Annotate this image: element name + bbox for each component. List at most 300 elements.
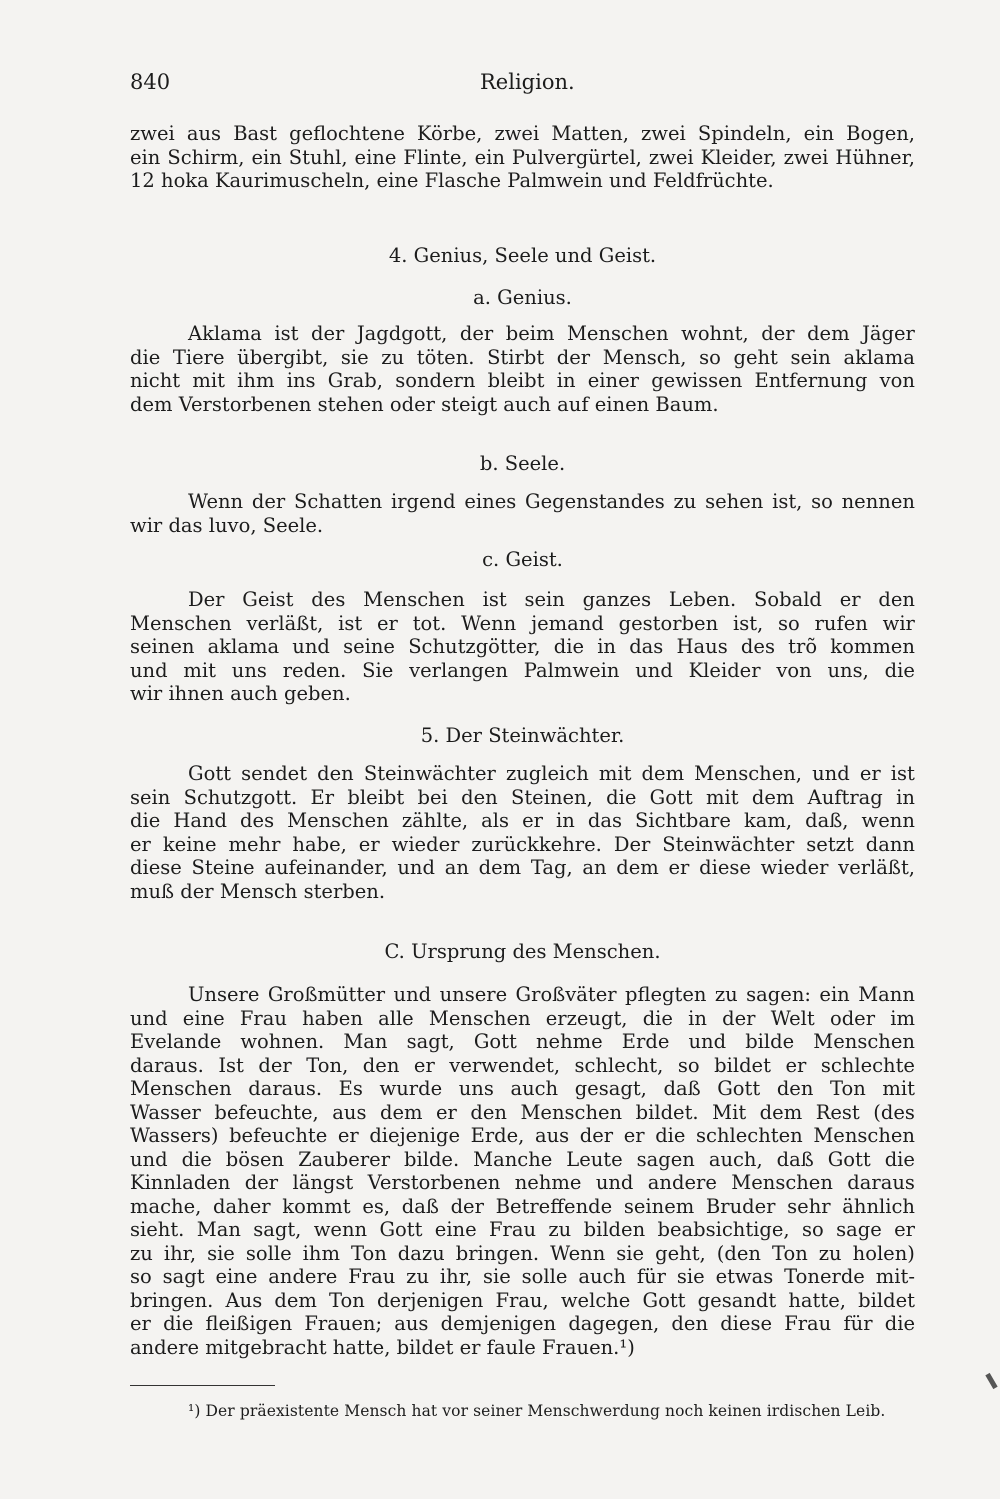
word: ist [482, 588, 507, 611]
word: er [358, 832, 380, 856]
word: Gott [188, 762, 231, 785]
word: irgend [390, 490, 456, 513]
word: dem [478, 856, 522, 879]
text-line [130, 122, 915, 146]
word: Sobald [753, 588, 822, 611]
word: ihm [237, 369, 275, 392]
text-line [130, 322, 915, 346]
word: er [668, 856, 690, 879]
word: und [595, 1171, 634, 1194]
word: haben [302, 1006, 363, 1030]
word: Schirm, [167, 145, 245, 169]
footnote: ¹) Der präexistente Mensch hat vor seiner Menschwerdung noch keinen irdischen Leib. [188, 1402, 886, 1420]
word: sein [790, 345, 831, 369]
text-line [130, 1148, 915, 1172]
word: Kleider, [700, 145, 777, 169]
word: die [655, 1124, 686, 1147]
word: Man [196, 1218, 241, 1241]
word: zu [130, 1241, 153, 1265]
word: aklama [843, 345, 915, 369]
text-line [130, 856, 915, 880]
word: den [776, 1077, 814, 1100]
word: ist [338, 611, 363, 635]
word: (den [716, 1241, 761, 1265]
text-line [130, 983, 915, 1007]
word: in [688, 1006, 707, 1030]
word: bilde [745, 1030, 795, 1053]
word: die [884, 1147, 915, 1171]
word: ihm [302, 1241, 340, 1265]
word: sagen [636, 1147, 695, 1171]
word: welche [560, 1288, 631, 1312]
word: er [623, 1124, 645, 1147]
word: bringen. [130, 1288, 214, 1312]
word: in [597, 635, 616, 658]
word: es, [362, 1194, 391, 1218]
word: dagegen, [568, 1312, 660, 1335]
word: Gott [642, 1288, 686, 1312]
word: schlecht, [574, 1053, 664, 1077]
word: mehr [228, 832, 281, 856]
word: bösen [225, 1147, 285, 1171]
word: keine [162, 832, 217, 856]
word: für [636, 1265, 666, 1288]
word: zu [673, 490, 697, 513]
word: mache, [130, 1194, 202, 1218]
word: Kleider [688, 658, 761, 682]
word: der [251, 490, 286, 513]
word: Sie [362, 658, 394, 682]
word: der [310, 322, 345, 345]
word: wir [882, 611, 915, 635]
word: bildet [714, 1053, 771, 1077]
word: Entfernung [754, 369, 868, 392]
word: und [292, 635, 330, 658]
word: Aklama [188, 322, 262, 345]
word: zurückkehre. [471, 832, 602, 856]
word: habe, [292, 832, 347, 856]
word: Menschen [428, 1006, 531, 1030]
word: solle [521, 1265, 568, 1288]
text-line [130, 1171, 915, 1195]
word: wenn [861, 809, 915, 832]
word: Gott [649, 785, 693, 809]
word: Wenn [550, 1241, 606, 1265]
word: der [579, 1124, 614, 1147]
word: Evelande [130, 1030, 222, 1053]
word: daraus. [130, 1053, 204, 1077]
word: aus [332, 1100, 367, 1124]
word: den [362, 1053, 400, 1077]
word: dem [274, 1288, 317, 1312]
word: setzt [806, 832, 854, 856]
word: Frau [348, 1265, 396, 1288]
word: die [642, 1006, 673, 1030]
word: er [435, 1100, 457, 1124]
word: er [894, 1218, 915, 1241]
word: diese [720, 1312, 773, 1335]
text-line [130, 1289, 915, 1313]
text-line [130, 1124, 915, 1148]
word: dazu [397, 1241, 445, 1265]
word: der [556, 345, 591, 369]
word: wohnen. [240, 1030, 325, 1053]
word: Steine [191, 856, 255, 879]
chapter-heading: C. Ursprung des Menschen. [384, 940, 661, 963]
word: ist, [772, 490, 803, 513]
text-line [130, 146, 915, 170]
word: daher [213, 1194, 271, 1218]
word: Frau, [495, 1288, 549, 1312]
word: Zauberer [298, 1147, 391, 1171]
word: seine [343, 635, 395, 658]
text-line [130, 1265, 915, 1289]
word: Der [188, 588, 225, 611]
word: daß [776, 1147, 814, 1171]
word: sehen [705, 490, 764, 513]
paragraph-seele [130, 490, 915, 537]
word: alle [378, 1006, 414, 1030]
word: ein [130, 145, 161, 169]
word: in [556, 809, 575, 832]
word: die [130, 809, 161, 832]
word: diese [130, 856, 182, 879]
word: verläßt, [838, 856, 915, 879]
word: das [629, 635, 664, 658]
word: Rest [815, 1100, 860, 1124]
subsection-heading: b. Seele. [479, 452, 566, 475]
word: ist [890, 762, 915, 785]
word: der [761, 322, 795, 345]
word: zu [714, 983, 738, 1006]
section-heading: 5. Der Steinwächter. [420, 724, 625, 747]
word: Ton, [306, 1053, 349, 1077]
word: eine [434, 1218, 477, 1241]
paragraph-ursprung [130, 983, 915, 1359]
text-line: muß der Mensch sterben. [130, 879, 386, 903]
word: uns [458, 1077, 494, 1100]
text-line [130, 833, 915, 857]
word: auch [578, 1265, 626, 1288]
word: sie [207, 1241, 235, 1265]
word: diejenige [369, 1124, 460, 1147]
word: Erde [621, 1030, 670, 1053]
word: Steinen, [510, 785, 593, 809]
word: Menschen [731, 1171, 833, 1194]
word: des [240, 809, 275, 832]
word: Mann [858, 983, 915, 1006]
word: Es [338, 1077, 363, 1100]
scan-mark [985, 1373, 997, 1389]
word: Wenn [188, 490, 244, 513]
word: übergibt, [237, 345, 329, 369]
word: Menschen [566, 322, 669, 345]
intro-paragraph [130, 122, 915, 193]
word: den [470, 1100, 507, 1124]
word: Gott [717, 1077, 761, 1100]
word: Jagdgott, [356, 322, 448, 345]
word: er [413, 1053, 435, 1077]
word: andere [268, 1265, 338, 1288]
word: ein [251, 145, 282, 169]
word: reden. [282, 658, 347, 682]
word: Palmwein [523, 658, 620, 682]
word: zu [818, 1241, 842, 1265]
word: er [859, 762, 881, 785]
word: und [130, 1147, 168, 1171]
text-line [130, 490, 915, 514]
word: seinen [130, 635, 195, 658]
word: Gott [827, 1147, 871, 1171]
word: andere [647, 1171, 717, 1194]
word: sagt [162, 1265, 205, 1288]
word: wieder [760, 856, 829, 879]
paragraph-genius [130, 322, 915, 416]
word: Menschen [130, 1077, 232, 1100]
word: so [778, 611, 800, 635]
word: erzeugt, [545, 1006, 628, 1030]
word: jemand [531, 611, 604, 635]
word: Menschen [520, 1100, 623, 1124]
word: sie [482, 1265, 511, 1288]
word: Der [613, 832, 651, 856]
word: aus [534, 1124, 570, 1147]
word: sie [676, 1265, 705, 1288]
word: befeuchte, [214, 1100, 319, 1124]
word: beim [505, 322, 555, 345]
word: zwei [494, 122, 540, 145]
word: Grab, [327, 369, 383, 392]
word: der [258, 1053, 292, 1077]
word: kommt [282, 1194, 351, 1218]
word: rufen [814, 611, 868, 635]
word: er [377, 611, 398, 635]
word: zu [406, 1265, 430, 1288]
word: sein [524, 588, 565, 611]
word: mit [882, 1077, 915, 1100]
word: des [311, 588, 346, 611]
word: Frau [784, 1312, 832, 1335]
word: des [740, 635, 775, 658]
word: ähnlich [842, 1194, 915, 1218]
word: ein [803, 122, 835, 145]
word: demjenigen [440, 1312, 557, 1335]
paragraph-geist [130, 588, 915, 706]
word: fleißigen [205, 1312, 293, 1335]
word: schlechte [820, 1053, 915, 1077]
word: Leute [566, 1147, 623, 1171]
word: töten. [416, 345, 475, 369]
word: geht, [655, 1241, 706, 1265]
word: solle [245, 1241, 292, 1265]
word: tot. [412, 611, 447, 635]
word: dem [641, 762, 685, 785]
word: dem [759, 1100, 803, 1124]
word: Hühner, [835, 145, 915, 169]
word: der [722, 1006, 756, 1030]
word: Ist [218, 1053, 244, 1077]
word: im [890, 1006, 915, 1030]
word: sie [616, 1241, 645, 1265]
word: Ton [830, 1077, 866, 1100]
word: Bogen, [846, 122, 915, 145]
word: wurde [379, 1077, 443, 1100]
word: Menschen [130, 611, 232, 635]
word: so [801, 1218, 824, 1241]
word: der [450, 1194, 484, 1218]
word: und [635, 658, 673, 682]
text-line [130, 1312, 915, 1336]
word: Hand [173, 809, 227, 832]
word: er [839, 588, 861, 611]
word: dem [379, 1100, 423, 1124]
word: Matten, [551, 122, 629, 145]
word: Körbe, [417, 122, 483, 145]
word: schlechten [696, 1124, 803, 1147]
text-line [130, 612, 915, 636]
word: Auftrag [807, 785, 883, 809]
word: das [587, 809, 622, 832]
word: Ton [771, 1241, 808, 1265]
word: und [688, 1030, 727, 1053]
word: Haus [676, 635, 728, 658]
text-line [130, 1242, 915, 1266]
word: Erde, [470, 1124, 525, 1147]
word: Kinnladen [130, 1171, 231, 1194]
word: eines [464, 490, 517, 513]
text-line [130, 786, 915, 810]
text-line [130, 659, 915, 683]
word: geht [733, 345, 778, 369]
word: eine [215, 1265, 258, 1288]
word: bilde. [403, 1147, 460, 1171]
word: etwas [715, 1265, 774, 1288]
word: daß [401, 1194, 439, 1218]
word: dann [865, 832, 915, 856]
word: derjenigen [376, 1288, 484, 1312]
word: der [459, 322, 494, 345]
word: uns, [827, 658, 869, 682]
text-line: dem Verstorbenen stehen oder steigt auch auf einen Baum. [130, 392, 719, 416]
word: so [811, 490, 833, 513]
word: Tonerde [784, 1265, 865, 1288]
word: sagt, [253, 1218, 302, 1241]
page-number: 840 [130, 70, 171, 94]
word: Er [310, 785, 335, 809]
word: so [130, 1265, 152, 1288]
word: trõ [788, 635, 818, 658]
word: bildet [858, 1288, 915, 1312]
word: oder [829, 1006, 876, 1030]
word: aus [186, 122, 222, 145]
text-line [130, 1218, 915, 1242]
word: die [606, 785, 637, 809]
word: sein [130, 785, 171, 809]
word: bringen. [455, 1241, 540, 1265]
word: Wenn [461, 611, 517, 635]
word: dem [616, 856, 659, 879]
word: Geist [242, 588, 294, 611]
word: ist [274, 322, 299, 345]
word: Leben. [668, 588, 737, 611]
word: verwendet, [449, 1053, 561, 1077]
word: gewissen [651, 369, 743, 392]
text-line [130, 1195, 915, 1219]
word: einer [587, 369, 639, 392]
word: Jäger [862, 322, 915, 345]
word: Gegenstandes [525, 490, 665, 513]
word: aus [394, 1312, 429, 1335]
word: bleibt [487, 369, 545, 392]
subsection-heading: c. Geist. [482, 548, 563, 571]
word: so [699, 345, 721, 369]
word: die [884, 658, 915, 682]
word: bilden [583, 1218, 646, 1241]
word: den [317, 762, 354, 785]
word: (des [873, 1100, 915, 1124]
text-line [130, 1007, 915, 1031]
word: den [878, 588, 915, 611]
word: Menschen, [694, 762, 803, 785]
word: sagen: [746, 983, 811, 1006]
word: Pulvergürtel, [511, 145, 642, 169]
word: gesandt [697, 1288, 777, 1312]
word: zwei [641, 122, 686, 145]
section-heading: 4. Genius, Seele und Geist. [388, 244, 657, 267]
word: Menschen [287, 809, 389, 832]
word: auch [510, 1077, 559, 1100]
word: daß [663, 1077, 701, 1100]
word: die [884, 1312, 915, 1335]
word: Steinwächter [662, 832, 795, 856]
word: sondern [395, 369, 476, 392]
word: Ton [329, 1288, 365, 1312]
word: daß, [805, 809, 849, 832]
text-line: andere mitgebracht hatte, bildet er faule Frauen.¹) [130, 1335, 635, 1359]
word: und [393, 983, 432, 1006]
word: sieht. [130, 1218, 185, 1241]
word: ein [819, 983, 850, 1006]
word: und [130, 1006, 168, 1030]
word: die [163, 1312, 194, 1335]
word: Bast [233, 122, 278, 145]
word: mit [183, 658, 216, 682]
word: ihr, [163, 1241, 197, 1265]
word: wenn [313, 1218, 368, 1241]
word: so [677, 1053, 700, 1077]
word: Spindeln, [697, 122, 792, 145]
word: nicht [130, 369, 181, 392]
word: sagt, [406, 1030, 455, 1053]
word: mit [192, 369, 225, 392]
word: uns [231, 658, 267, 682]
word: Unsere [188, 983, 260, 1006]
word: geflochtene [289, 122, 405, 145]
word: Tiere [172, 345, 225, 369]
word: Frau [239, 1006, 287, 1030]
word: er [130, 832, 151, 856]
text-line [130, 1054, 915, 1078]
word: verläßt, [246, 611, 324, 635]
word: zugleich [505, 762, 589, 785]
word: als [481, 809, 510, 832]
word: er [337, 1124, 359, 1147]
word: mit [598, 762, 632, 785]
word: Stirbt [487, 345, 545, 369]
word: Frau [489, 1218, 537, 1241]
word: Stuhl, [288, 145, 348, 169]
word: Bruder [705, 1194, 776, 1218]
